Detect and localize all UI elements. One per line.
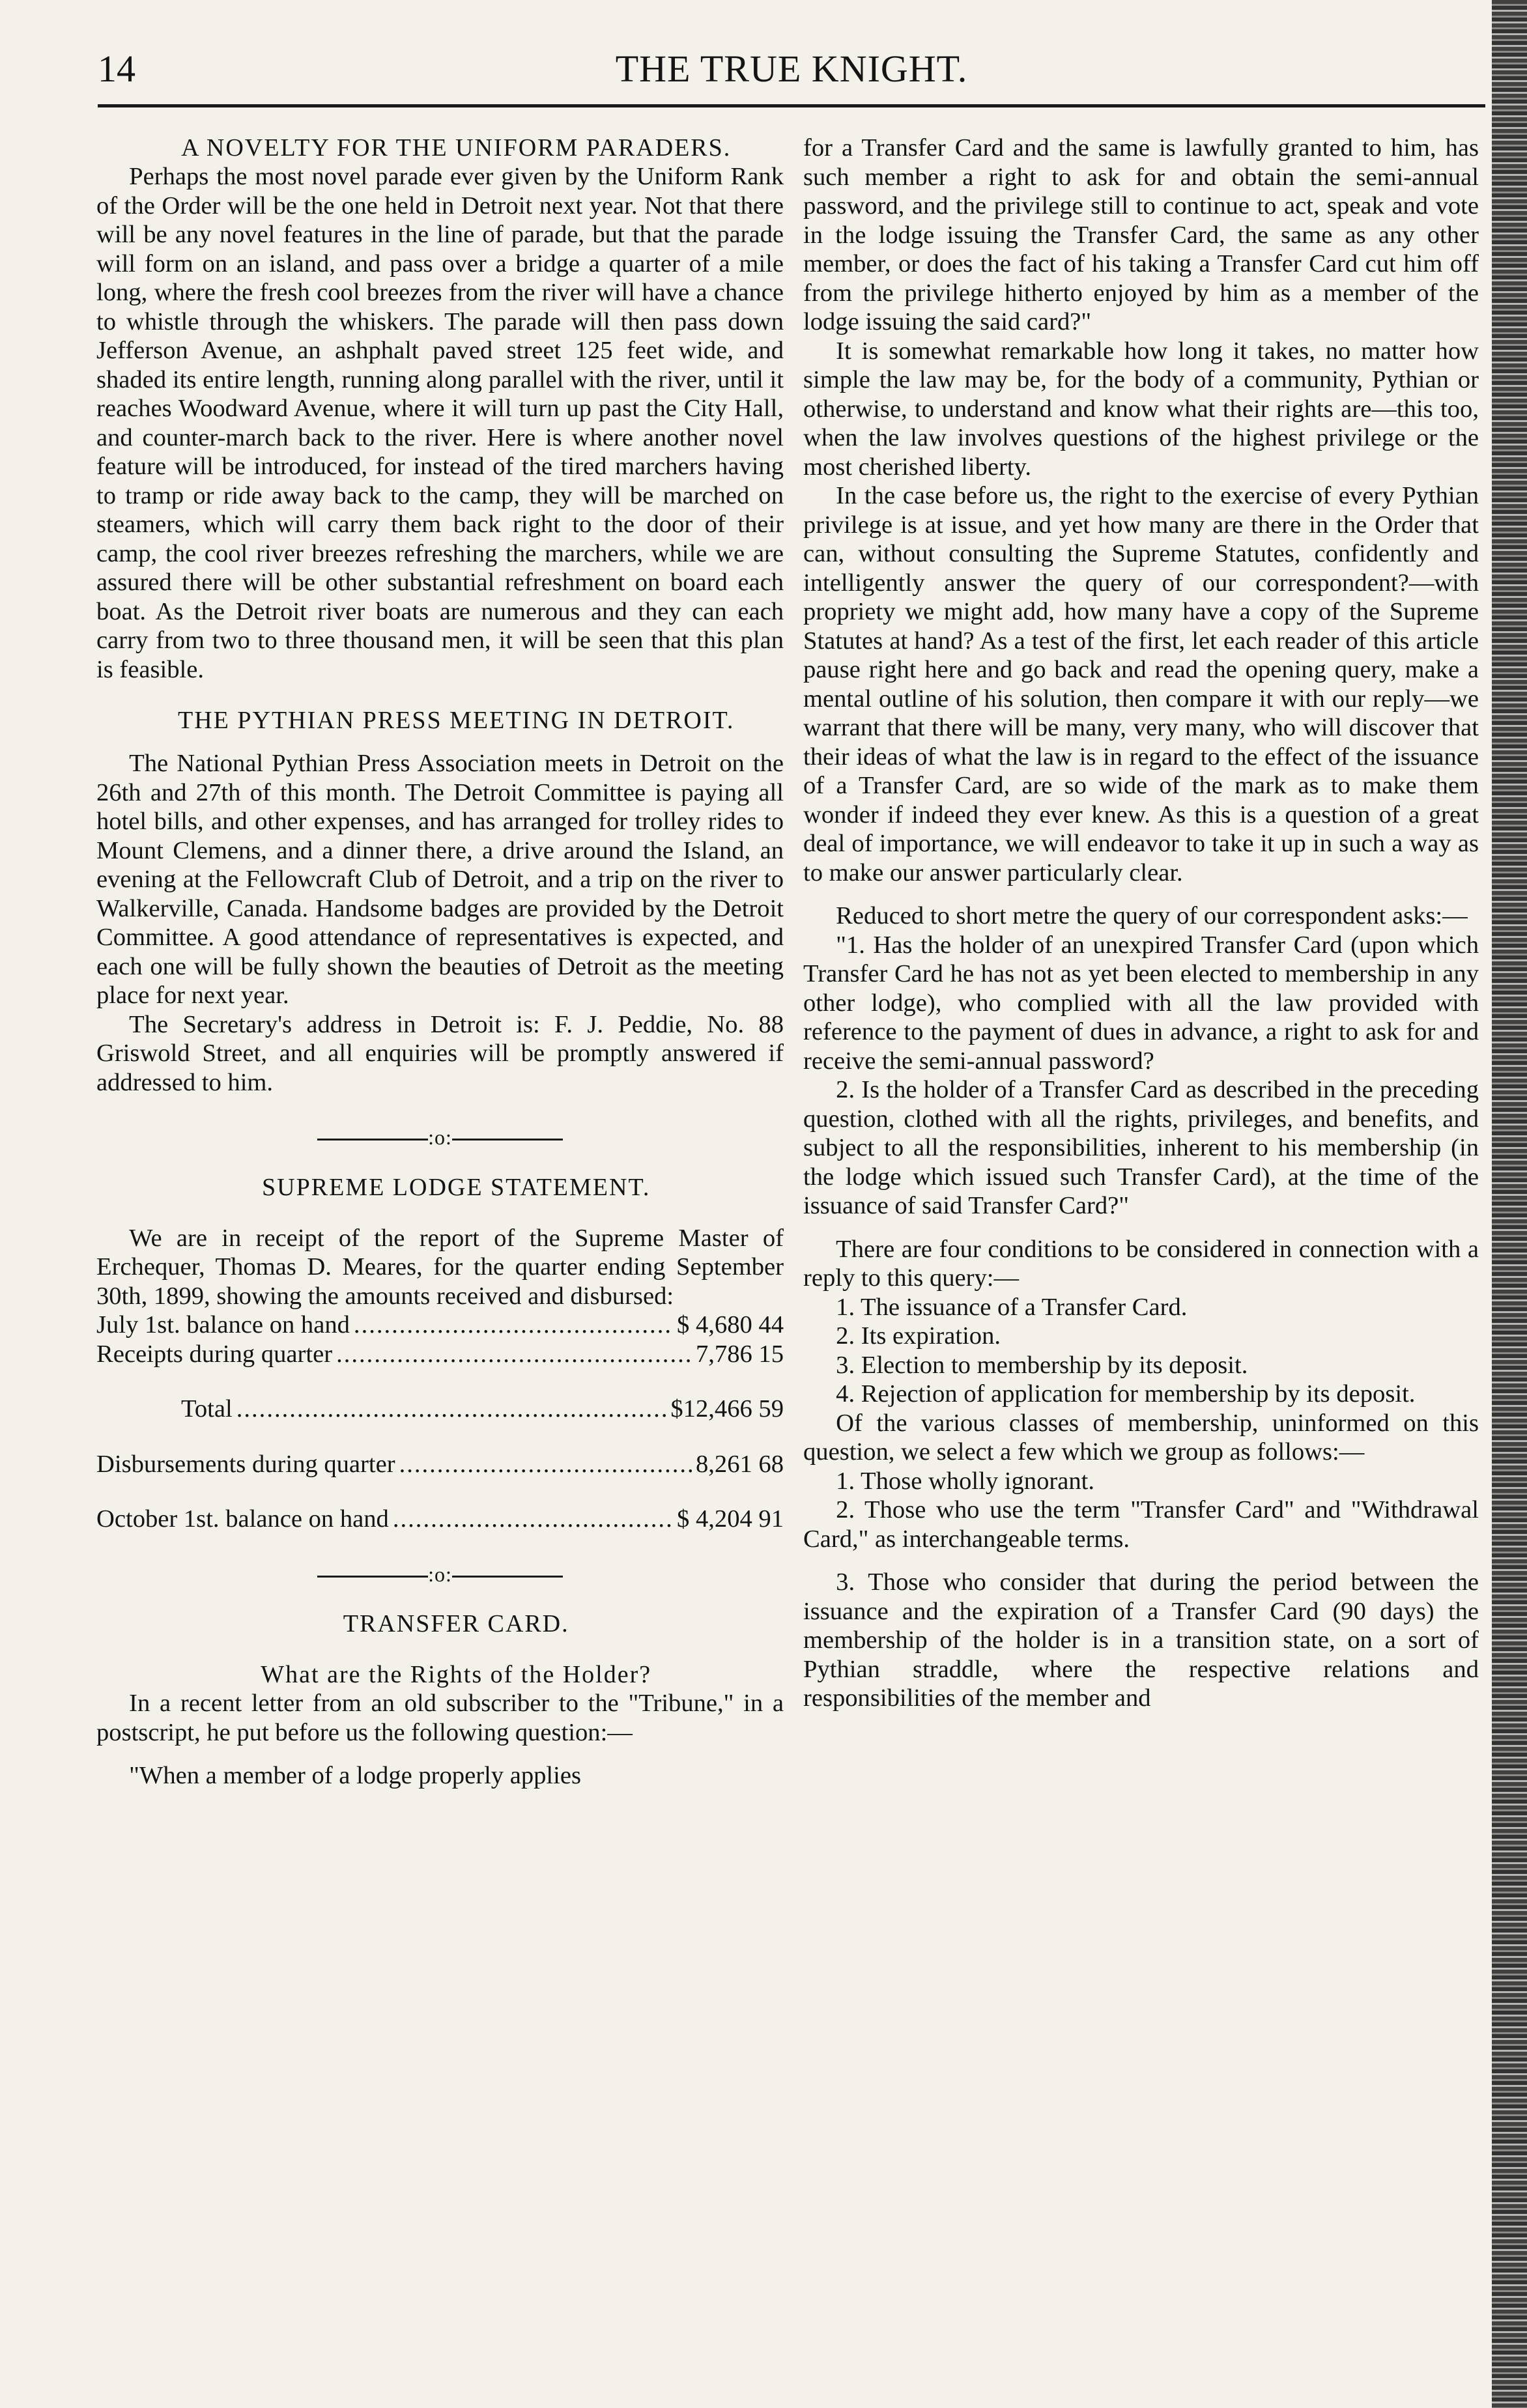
section-divider — [96, 1560, 784, 1589]
ledger-label: July 1st. balance on hand — [96, 1311, 350, 1339]
left-column — [96, 134, 784, 1791]
article-transfer-card-query-start: "When a member of a lodge properly applies — [129, 1762, 581, 1789]
ledger-amount: $ 4,204 91 — [677, 1505, 784, 1533]
article-novelty-parade: Perhaps the most novel parade ever given by the Uniform Rank of the Order will be the one held in Detroit next year. Not that there will be any novel features in the line of parade, but that the parade will form on an island, and pass over a bridge a quarter of a mile long, where the fresh cool breezes from the river will have a chance to whistle through the whiskers. The parade will then pass down Jefferson Avenue, an ashphalt paved street 125 feet wide, and shaded its entire length, running along parallel with the river, until it reaches Woodward Avenue, where it will turn up past the City Hall, and counter-march back to the river. Here is where another novel feature will be introduced, for instead of the tired marchers having to tramp or ride away back to the camp, they will be marched on steamers, which will carry them back right to the door of their camp, the cool river breezes refreshing the marchers, while we are assured there will be other substantial refreshment on board each boat. As the Detroit river boats are numerous and they can each carry from two to three thousand men, it will be seen that this plan is feasible. — [96, 163, 784, 683]
query-item-2: 2. Is the holder of a Transfer Card as described in the preceding question, clothed with all the rights, privileges, and benefits, and subject to all the responsibilities, inherent to his membership (in the lodge which issued such Transfer Card), at the time of the issuance of said Transfer Card?" — [803, 1076, 1479, 1219]
heading-pythian-press-meeting: THE PYTHIAN PRESS MEETING IN DETROIT. — [178, 707, 735, 734]
page-header — [98, 39, 1485, 104]
ledger-row — [96, 1340, 784, 1369]
heading-novelty-parade: A NOVELTY FOR THE UNIFORM PARADERS. — [181, 134, 732, 162]
article-statement-intro: We are in receipt of the report of the Supreme Master of Erchequer, Thomas D. Meares, for the quarter ending September 30th, 1899, showing the amounts received and disbursed: — [96, 1224, 784, 1310]
scan-edge-strip — [1492, 0, 1527, 2408]
condition-item: 1. The issuance of a Transfer Card. — [836, 1293, 1188, 1321]
ledger-table — [96, 1310, 784, 1534]
ledger-amount: $ 4,680 44 — [677, 1311, 784, 1339]
subheading-rights-of-holder: What are the Rights of the Holder? — [261, 1661, 652, 1688]
ledger-row-total — [96, 1395, 784, 1424]
article-secretary-address: The Secretary's address in Detroit is: F. J. Peddie, No. 88 Griswold Street, and all enquiries will be promptly answered if addressed to him. — [96, 1010, 784, 1096]
article-case-before-us: In the case before us, the right to the exercise of every Pythian privilege is at issue, and yet how many are there in the Order that can, without consulting the Supreme Statutes, confidently and intelligently answer the query of our correspondent?—with propriety we might add, how many have a copy of the Supreme Statutes at hand? As a test of the first, let each reader of this article pause right here and go back and read the opening query, make a mental outline of his solution, then compare it with our reply—we warrant that there will be many, very many, who will discover that their ideas of what the law is in regard to the effect of the issuance of a Transfer Card, are so wide of the mark as to make them wonder if indeed they ever knew. As this is a question of a great deal of importance, we will endeavor to take it up in such a way as to make our answer particularly clear. — [803, 482, 1479, 886]
ledger-amount: $12,466 59 — [670, 1395, 784, 1423]
group-item: 1. Those wholly ignorant. — [836, 1467, 1094, 1495]
ledger-amount: 7,786 15 — [695, 1340, 784, 1368]
ledger-label: Receipts during quarter — [96, 1340, 333, 1368]
article-press-meeting: The National Pythian Press Association meets in Detroit on the 26th and 27th of this month. The Detroit Committee is paying all hotel bills, and other expenses, and has arranged for trolley rides to Mount Clemens, and a dinner there, a drive around the Island, an evening at the Fellowcraft Club of Detroit, and a trip on the river to Walkerville, Canada. Handsome badges are provided by the Detroit Committee. A good attendance of representatives is expected, and each one will be fully shown the beauties of Detroit as the meeting place for next year. — [96, 750, 784, 1009]
heading-transfer-card: TRANSFER CARD. — [343, 1610, 569, 1637]
ledger-row — [96, 1505, 784, 1534]
query-item-1: "1. Has the holder of an unexpired Transfer Card (upon which Transfer Card he has not as yet been elected to membership in any other lodge), who complied with all the law provided with reference to the payment of dues in advance, a right to ask for and receive the semi-annual password? — [803, 931, 1479, 1075]
group-item: 2. Those who use the term "Transfer Card" and "Withdrawal Card," as interchangeable terms. — [803, 1496, 1479, 1553]
divider-mark: :o: — [428, 1126, 452, 1149]
ledger-row — [96, 1450, 784, 1479]
divider-mark: :o: — [428, 1562, 452, 1586]
running-head-title: THE TRUE KNIGHT. — [615, 48, 968, 90]
article-classes-of-membership: Of the various classes of membership, uninformed on this question, we select a few which we group as follows:— — [803, 1409, 1479, 1466]
article-remarkable: It is somewhat remarkable how long it takes, no matter how simple the law may be, for the body of a community, Pythian or otherwise, to understand and know what their rights are—this too, when the law involves questions of the highest privilege or the most cherished liberty. — [803, 337, 1479, 481]
header-rule — [98, 104, 1485, 107]
group-item: 3. Those who consider that during the period between the issuance and the expiration of a Transfer Card (90 days) the membership of the holder is in a transition state, on a sort of Pythian straddle, where the respective relations and responsibilities of the member and — [803, 1568, 1479, 1712]
condition-item: 2. Its expiration. — [836, 1322, 1001, 1350]
article-query-continued: for a Transfer Card and the same is lawfully granted to him, has such member a right to ask for and obtain the semi-annual password, and the privilege still to continue to act, speak and vote in the lodge issuing the Transfer Card, the same as any other member, or does the fact of his taking a Transfer Card cut him off from the privilege hitherto enjoyed by him as a member of the lodge issuing the said card?" — [803, 134, 1479, 335]
article-transfer-card-intro: In a recent letter from an old subscriber to the "Tribune," in a postscript, he put before us the following question:— — [96, 1690, 784, 1746]
article-reduced-query: Reduced to short metre the query of our correspondent asks:— — [836, 902, 1468, 929]
condition-item: 3. Election to membership by its deposit. — [836, 1351, 1248, 1379]
section-divider — [96, 1123, 784, 1152]
right-column — [803, 134, 1479, 1713]
article-four-conditions: There are four conditions to be considered in connection with a reply to this query:— — [803, 1235, 1479, 1292]
condition-item: 4. Rejection of application for membership by its deposit. — [836, 1380, 1416, 1408]
ledger-label: Total — [181, 1395, 233, 1423]
ledger-label: Disbursements during quarter — [96, 1450, 395, 1478]
ledger-label: October 1st. balance on hand — [96, 1505, 389, 1533]
ledger-amount: 8,261 68 — [695, 1450, 784, 1478]
ledger-row — [96, 1310, 784, 1340]
page-number: 14 — [98, 48, 136, 90]
heading-supreme-lodge-statement: SUPREME LODGE STATEMENT. — [262, 1173, 651, 1201]
